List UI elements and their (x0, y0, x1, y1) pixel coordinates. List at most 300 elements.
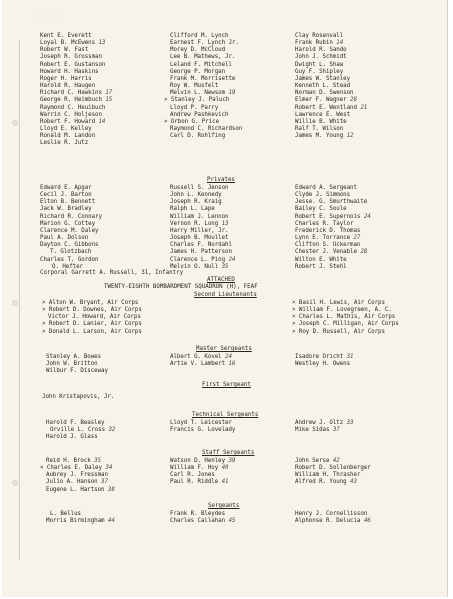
name-text: Stanley J. Paluch (170, 97, 230, 104)
privates-col2-entry (170, 192, 222, 199)
roster-col2-entry (164, 119, 219, 126)
master-sergeants-col3-entry (295, 354, 354, 361)
staff-sergeants-col2-entry (170, 472, 215, 479)
name-text: Lloyd E. Kelley (40, 125, 92, 132)
privates-col2-entry (170, 235, 228, 242)
name-text: Vernon R. Long (170, 220, 219, 227)
name-text: Raymond C. Heuibuch (40, 104, 106, 111)
roster-col3-entry (295, 76, 350, 83)
name-text: Clyde J. Simmons (295, 192, 351, 199)
roster-col1-entry (40, 69, 98, 76)
technical-sergeants-col1-entry (50, 427, 115, 434)
name-text: Donald L. Larson, Air Corps (48, 328, 142, 335)
name-text: Harry Miller, Jr. (170, 227, 229, 234)
name-text: Joseph R. Grossman (40, 54, 102, 61)
master-sergeants-col1-entry (46, 368, 108, 375)
roster-col2-entry (170, 54, 235, 61)
handwritten-note: 40 (218, 465, 229, 472)
roster-col1-entry (40, 119, 105, 126)
name-text: Robert D. Sollenberger (295, 465, 371, 472)
privates-col3-entry (295, 257, 347, 264)
second-lieutenants-heading: Second Lieutenants (194, 292, 257, 298)
name-text: Alphonse R. Delucia (295, 518, 361, 525)
privates-col1-entry (40, 221, 95, 228)
roster-col2-entry (170, 62, 232, 69)
privates-col2-entry (170, 185, 228, 192)
roster-col1-entry (40, 62, 105, 69)
roster-col3-entry (295, 133, 354, 140)
privates-col1-entry (40, 235, 88, 242)
roster-col2-entry (164, 97, 229, 104)
handwritten-note: 21 (356, 104, 368, 111)
staff-sergeants-col3-entry (295, 479, 357, 486)
name-text: Lawrence E. West (295, 111, 351, 118)
master-sergeants-col2-entry (170, 361, 235, 368)
name-text: Victor J. Howard, Air Corps (48, 314, 141, 321)
roster-col2-entry (170, 69, 225, 76)
privates-col3-entry (295, 206, 347, 213)
roster-col3-entry (295, 40, 343, 47)
handwritten-x-mark: × (42, 321, 49, 328)
handwritten-x-mark: × (164, 97, 171, 104)
name-text: Roy W. Musfelt (170, 83, 219, 90)
name-text: George P. Morgan (170, 68, 226, 75)
name-text: Elton B. Bennett (40, 199, 96, 206)
name-text: Joseph C. Milligan, Air Corps (298, 321, 399, 328)
name-text: Wilton E. White (295, 256, 347, 263)
roster-col2-entry (170, 47, 225, 54)
name-text: Orbon G. Price (170, 118, 220, 125)
privates-col3-entry (295, 249, 367, 256)
name-text: William F. Lovegreen, A. C. (298, 307, 392, 314)
name-text: Russell S. Jenson (170, 185, 229, 191)
name-text: Watson D. Henley (170, 458, 226, 464)
second-lieutenant-right-entry (292, 300, 385, 307)
privates-col1-entry (40, 185, 92, 192)
privates-col1-entry (40, 199, 95, 206)
name-text: Artie V. Lambert (170, 361, 226, 368)
handwritten-x-mark: × (292, 321, 299, 328)
roster-col1-entry (40, 47, 88, 54)
staff-sergeants-col3-entry (295, 472, 360, 479)
privates-col2-entry (170, 249, 232, 256)
name-text: Richard C. Hawkins (40, 90, 102, 97)
name-text: Henry J. Cornellisson (295, 511, 368, 517)
document-page (2, 0, 448, 597)
handwritten-note: 32 (105, 427, 116, 434)
privates-col2-entry (170, 214, 228, 221)
roster-col1-entry (40, 133, 95, 140)
name-text: Clarence M. Daley (40, 227, 99, 234)
name-text: Earnest F. Lynch Jr. (170, 40, 239, 47)
roster-col1-entry (40, 140, 88, 147)
privates-col3-entry (295, 214, 371, 221)
master-sergeants-col1-entry (46, 361, 98, 368)
sergeants-col1-entry (50, 511, 81, 518)
name-text: Joseph R. Kraig (170, 199, 222, 206)
second-lieutenant-left-entry (42, 300, 138, 307)
name-text: Raymond C. Richardson (170, 125, 243, 132)
technical-sergeants-col1-entry (46, 434, 98, 441)
handwritten-note: 38 (104, 486, 115, 493)
privates-col2-entry (170, 206, 215, 213)
attached-corporal-line: Corporal Garrett A. Russell, 31, Infantry (40, 270, 184, 276)
name-text: Joseph B. Moullet (170, 235, 229, 242)
roster-col3-entry (295, 83, 350, 90)
name-text: Robert E. Wentland (295, 104, 357, 111)
privates-col1-entry (40, 242, 98, 249)
name-text: Westley H. Owens (295, 361, 351, 368)
name-text: Frank M. Morrisette (170, 75, 236, 82)
name-text: Chester J. Venable (295, 249, 357, 256)
roster-col1-entry (40, 90, 112, 97)
name-text: Clarence L. Ping (170, 256, 226, 263)
privates-col1-entry (40, 206, 92, 213)
name-text: Willie B. White (295, 118, 347, 125)
name-text: Aubrey J. Fressman (46, 472, 108, 479)
name-text: Lee B. Mathews, Jr. (170, 54, 236, 61)
name-text: John L. Kennedy (170, 192, 222, 199)
sergeants-col3-entry (295, 518, 371, 525)
second-lieutenant-left-entry (42, 307, 142, 314)
name-text: Isadore Oricht (295, 354, 344, 360)
name-text: Charles L. Mathis, Air Corps (298, 314, 396, 321)
staff-sergeants-col2-entry (170, 458, 235, 465)
name-text: Andrew Pashkevich (170, 111, 229, 118)
name-text: William F. Hoy (170, 465, 219, 472)
second-lieutenant-right-entry (292, 321, 399, 328)
sergeants-col2-entry (170, 511, 225, 518)
master-sergeants-col2-entry (170, 354, 232, 361)
handwritten-note: 28 (356, 249, 368, 256)
name-text: Charles F. Nordahl (170, 242, 232, 249)
handwritten-x-mark: × (292, 328, 299, 335)
handwritten-note: 19 (225, 90, 236, 97)
handwritten-note: 42 (329, 458, 340, 464)
handwritten-note: 31 (343, 354, 354, 360)
handwritten-note: 14 (332, 40, 344, 47)
punch-hole (12, 480, 18, 486)
technical-sergeants-col3-entry (295, 420, 354, 427)
handwritten-note: 33 (343, 420, 354, 426)
handwritten-x-mark: × (292, 300, 299, 306)
technical-sergeants-col2-entry (170, 420, 232, 427)
name-text: Francis G. Lovelady (170, 427, 236, 434)
roster-col3-entry (295, 119, 347, 126)
roster-col1-entry (40, 97, 112, 104)
handwritten-note: 37 (329, 427, 340, 434)
staff-sergeants-col1-entry (46, 472, 108, 479)
roster-col1-entry (40, 40, 105, 47)
privates-col2-entry (170, 221, 229, 228)
handwritten-note: 15 (101, 97, 113, 104)
roster-col3-entry (295, 69, 343, 76)
name-text: Ralf T. Wilson (295, 125, 344, 132)
technical-sergeants-heading: Technical Sergeants (192, 412, 259, 418)
name-text: L. Bellus (50, 511, 81, 517)
name-text: Harold J. Glass (46, 434, 98, 441)
first-sergeant-name (42, 394, 114, 401)
name-text: Ralph L. Lape (170, 206, 215, 213)
privates-col2-entry (170, 228, 228, 235)
name-text: Marion G. Cottey (40, 220, 96, 227)
handwritten-note: 17 (101, 90, 113, 97)
name-text: Wilbur F. Disceway (46, 368, 108, 375)
roster-col3-entry (295, 105, 367, 112)
name-text: Leland F. Mitchell (170, 61, 232, 68)
sergeants-heading: Sergeants (208, 503, 240, 509)
master-sergeants-col3-entry (295, 361, 350, 368)
staff-sergeants-col3-entry (295, 458, 340, 465)
name-text: Charles R. Taylor (295, 220, 354, 227)
name-text: O. Hefter (52, 263, 83, 270)
second-lieutenant-right-entry (292, 329, 385, 336)
name-text: John W. Britton (46, 361, 98, 368)
second-lieutenant-left-entry (48, 314, 141, 321)
name-text: Robert E. Gustanson (40, 61, 106, 68)
name-text: Kent E. Everett (40, 33, 92, 39)
name-text: Roger H. Harris (40, 75, 92, 82)
roster-col1-entry (40, 33, 92, 40)
handwritten-x-mark: × (42, 328, 49, 335)
name-text: Roy D. Russell, Air Corps (298, 328, 385, 335)
handwritten-note: 35 (218, 263, 229, 270)
technical-sergeants-col3-entry (295, 427, 340, 434)
roster-col2-entry (170, 126, 242, 133)
privates-col3-entry (295, 199, 367, 206)
name-text: Clay Rosenvall (295, 33, 344, 39)
sergeants-col2-entry (170, 518, 235, 525)
handwritten-note: 41 (218, 479, 229, 486)
roster-col1-entry (40, 126, 92, 133)
privates-col1-entry (40, 228, 98, 235)
roster-col2-entry (170, 33, 228, 40)
technical-sergeants-col2-entry (170, 427, 235, 434)
handwritten-x-mark: × (164, 118, 171, 125)
handwritten-note: 13 (95, 40, 106, 47)
roster-col1-entry (40, 112, 102, 119)
name-text: Richard R. Connary (40, 213, 102, 220)
name-text: Robert D. Lanier, Air Corps (48, 321, 142, 328)
staff-sergeants-col1-entry (46, 487, 115, 494)
name-text: John Kristapovis, Jr. (42, 394, 115, 400)
name-text: Carl D. Rohlfing (170, 133, 226, 140)
name-text: James W. Stanley (295, 75, 351, 82)
name-text: Stanley A. Bowes (46, 354, 102, 360)
name-text: Dwight L. Shaw (295, 61, 344, 68)
name-text: Melvin L. Newsom (170, 90, 226, 97)
name-text: Kenneth L. Stead (295, 83, 351, 90)
roster-col2-entry (170, 76, 235, 83)
name-text: Andrew J. Oltz (295, 420, 344, 426)
name-text: Morris Birmingham (46, 518, 105, 525)
privates-heading: Privates (207, 177, 235, 183)
roster-col2-entry (170, 40, 239, 47)
handwritten-note: 13 (218, 220, 229, 227)
name-text: Basil H. Lewis, Air Corps (298, 300, 385, 306)
name-text: Harold R. Haugen (40, 83, 96, 90)
name-text: Dayton C. Gibbons (40, 242, 99, 249)
second-lieutenant-left-entry (42, 329, 142, 336)
technical-sergeants-col1-entry (46, 420, 104, 427)
master-sergeants-heading: Master Sergeants (196, 346, 252, 352)
name-text: Charles Callahan (170, 518, 226, 525)
name-text: Jesse. G. Smurthwaite (295, 199, 368, 206)
handwritten-x-mark: × (42, 300, 49, 306)
sergeants-col3-entry (295, 511, 367, 518)
handwritten-note: 46 (360, 518, 371, 525)
staff-sergeants-col2-entry (170, 479, 229, 486)
name-text: John Serse (295, 458, 330, 464)
name-text: Howard H. Haskins (40, 68, 99, 75)
name-text: Harold F. Beasley (46, 420, 105, 426)
name-text: Robert D. Downes, Air Corps (48, 307, 142, 314)
name-text: Ronald M. Landon (40, 133, 96, 140)
name-text: Jack W. Bradley (40, 206, 92, 213)
name-text: Loyal B. McEwens (40, 40, 96, 47)
name-text: Melvin O. Null (170, 263, 219, 270)
roster-col1-entry (40, 105, 105, 112)
name-text: Orville L. Cross (50, 427, 106, 434)
staff-sergeants-col1-entry (40, 465, 112, 472)
privates-col3-entry (295, 235, 360, 242)
name-text: William H. Thrasher (295, 472, 361, 479)
roster-col3-entry (295, 54, 347, 61)
name-text: Clifford M. Lynch (170, 33, 229, 39)
name-text: Elmer F. Wagner (295, 97, 347, 104)
name-text: Reid H. Brock (46, 458, 91, 464)
privates-col1-entry (50, 249, 91, 256)
handwritten-x-mark: × (40, 465, 47, 472)
privates-col2-entry (170, 257, 235, 264)
name-text: T. Glotzbach (50, 249, 92, 256)
attached-heading: ATTACHED (207, 277, 235, 283)
name-text: Morey D. McCloud (170, 47, 226, 54)
privates-col1-entry (40, 214, 102, 221)
name-text: James M. Young (295, 133, 344, 140)
handwritten-note: 43 (346, 479, 357, 486)
name-text: Charles T. Gordon (40, 256, 99, 263)
privates-col3-entry (295, 221, 353, 228)
name-text: Carl R. Jones (170, 472, 215, 479)
roster-col3-entry (295, 62, 343, 69)
second-lieutenant-right-entry (292, 314, 395, 321)
privates-col1-entry (40, 192, 92, 199)
roster-col3-entry (295, 33, 343, 40)
roster-col3-entry (295, 126, 343, 133)
name-text: Eugene L. Hartson (46, 486, 105, 493)
name-text: Robert W. Fast (40, 47, 89, 54)
first-sergeant-heading: First Sergeant (202, 382, 251, 388)
handwritten-note: 39 (225, 458, 236, 464)
roster-col2-entry (170, 105, 218, 112)
roster-col3-entry (295, 97, 357, 104)
name-text: Frank R. Bleydes (170, 511, 226, 517)
handwritten-x-mark: × (292, 314, 299, 321)
privates-col2-entry (170, 199, 222, 206)
handwritten-note: 37 (97, 479, 108, 486)
name-text: Frederick D. Thomas (295, 227, 361, 234)
staff-sergeants-col1-entry (46, 458, 101, 465)
name-text: Alfred R. Young (295, 479, 347, 486)
handwritten-note: 27 (350, 235, 361, 242)
handwritten-x-mark: × (42, 307, 49, 314)
handwritten-note: 14 (95, 118, 106, 125)
roster-col1-entry (40, 54, 102, 61)
roster-col3-entry (295, 47, 347, 54)
handwritten-note: 12 (343, 133, 354, 140)
name-text: Lloyd P. Parry (170, 104, 219, 111)
handwritten-note: 45 (225, 518, 236, 525)
margin-line (19, 40, 20, 560)
privates-col3-entry (295, 228, 360, 235)
handwritten-note: 24 (360, 213, 371, 220)
roster-col1-entry (40, 83, 95, 90)
name-text: Clifton S. Uckerman (295, 242, 361, 249)
privates-col3-entry (295, 242, 360, 249)
name-text: Mike Sidas (295, 427, 330, 434)
privates-col3-entry (295, 185, 357, 192)
sergeants-col1-entry (46, 518, 115, 525)
handwritten-note: 44 (104, 518, 115, 525)
privates-col2-entry (170, 242, 232, 249)
name-text: Lynn E. Torrance (295, 235, 351, 242)
name-text: Leslie R. Jutz (40, 140, 89, 147)
name-text: Norman D. Swenson (295, 90, 354, 97)
name-text: John J. Schmidt (295, 54, 347, 61)
handwritten-x-mark: × (292, 307, 299, 314)
name-text: Julio A. Hanson (46, 479, 98, 486)
handwritten-note: 24 (225, 256, 236, 263)
staff-sergeants-col2-entry (170, 465, 229, 472)
name-text: Alton W. Bryant, Air Corps (48, 300, 139, 306)
staff-sergeants-heading: Staff Sergeants (202, 450, 255, 456)
name-text: Robert F. Howard (40, 118, 96, 125)
roster-col1-entry (40, 76, 92, 83)
staff-sergeants-col3-entry (295, 465, 371, 472)
name-text: Warrin C. Holjeson (40, 111, 102, 118)
privates-col3-entry (295, 192, 350, 199)
name-text: Paul R. Riddle (170, 479, 219, 486)
handwritten-note: 35 (90, 458, 102, 464)
name-text: Frank Rubin (295, 40, 333, 47)
name-text: Guy F. Shipley (295, 68, 344, 75)
roster-col3-entry (295, 112, 350, 119)
punch-hole (12, 120, 18, 126)
punch-hole (12, 300, 18, 306)
name-text: James H. Patterson (170, 249, 232, 256)
name-text: Edward A. Sergeant (295, 185, 357, 191)
name-text: Harold R. Sando (295, 47, 347, 54)
roster-col2-entry (170, 133, 225, 140)
second-lieutenant-right-entry (292, 307, 392, 314)
name-text: William J. Lennon (170, 213, 229, 220)
roster-col2-entry (170, 83, 218, 90)
name-text: Charles E. Daley (46, 465, 102, 472)
handwritten-note: 16 (225, 361, 236, 368)
privates-col3-entry (295, 264, 347, 271)
name-text: Paul A. Dolson (40, 235, 89, 242)
roster-col2-entry (170, 90, 235, 97)
master-sergeants-col1-entry (46, 354, 101, 361)
handwritten-note: 34 (101, 465, 113, 472)
name-text: Robert E. Supernois (295, 213, 361, 220)
name-text: Bailey C. Soule (295, 206, 347, 213)
name-text: Cecil J. Barton (40, 192, 92, 199)
handwritten-note: 24 (221, 354, 232, 360)
name-text: Albert G. Kovel (170, 354, 222, 360)
name-text: Edward E. Apgar (40, 185, 92, 191)
